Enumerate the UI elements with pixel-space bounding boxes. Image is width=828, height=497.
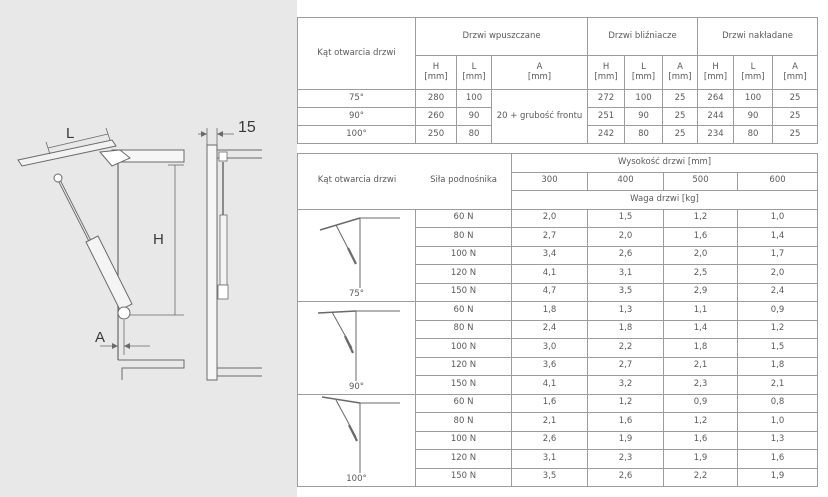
t2-corner bbox=[298, 154, 512, 210]
table-row: 120 N 3,6 2,7 2,1 1,8 bbox=[298, 357, 818, 376]
strut-cylinder-shape bbox=[86, 236, 132, 310]
t1-row-75: 75° 280 100 20 + grubość frontu 272 100 25 264 100 25 bbox=[298, 90, 818, 108]
t1-group-inset: Drzwi wpuszczane bbox=[416, 18, 588, 56]
t1-row-90: 90° 260 90 251 90 25 244 90 25 bbox=[298, 108, 818, 126]
table-row: 75° 60 N 2,0 1,5 1,2 1,0 bbox=[298, 209, 818, 228]
gas-strut-drawing bbox=[0, 0, 297, 497]
t1-col-a: A [mm] bbox=[773, 56, 818, 90]
t2-height-300: 300 bbox=[512, 172, 588, 191]
strut-top-mount bbox=[54, 174, 62, 182]
t1-col-l: L [mm] bbox=[734, 56, 773, 90]
t1-col-a: A [mm] bbox=[492, 56, 588, 90]
table-row: 100 N 2,6 1,9 1,6 1,3 bbox=[298, 431, 818, 450]
t2-angle-100: 100° bbox=[298, 394, 416, 487]
table-row: 100 N 3,4 2,6 2,0 1,7 bbox=[298, 246, 818, 265]
dimensions-table bbox=[297, 17, 818, 144]
thickness-label: 15 bbox=[238, 119, 256, 136]
t1-col-a: A [mm] bbox=[663, 56, 698, 90]
t2-weight-header: Waga drzwi [kg] bbox=[512, 191, 818, 210]
t2-height-header: Wysokość drzwi [mm] bbox=[512, 154, 818, 173]
angle-75-thumbnail bbox=[312, 210, 402, 290]
table-row: 150 N 3,5 2,6 2,2 1,9 bbox=[298, 468, 818, 487]
strut-mount-circle bbox=[118, 307, 130, 319]
cabinet-bottom-line bbox=[118, 360, 184, 380]
l-label: L bbox=[66, 125, 75, 142]
t1-col-h: H [mm] bbox=[416, 56, 457, 90]
specification-tables bbox=[297, 17, 817, 487]
t1-a-inset: 20 + grubość frontu bbox=[492, 90, 588, 144]
t1-group-twin: Drzwi bliźniacze bbox=[588, 18, 698, 56]
table-row: 120 N 4,1 3,1 2,5 2,0 bbox=[298, 265, 818, 284]
t2-height-600: 600 bbox=[738, 172, 818, 191]
t1-col-h: H [mm] bbox=[588, 56, 625, 90]
table-row: 120 N 3,1 2,3 1,9 1,6 bbox=[298, 450, 818, 469]
h-label: H bbox=[153, 231, 164, 248]
t2-angle-90: 90° bbox=[298, 302, 416, 395]
table-row: 150 N 4,7 3,5 2,9 2,4 bbox=[298, 283, 818, 302]
strut-rod-highlight bbox=[58, 178, 92, 245]
t1-col-l: L [mm] bbox=[457, 56, 492, 90]
side-strut-cylinder bbox=[220, 215, 227, 285]
t1-angle-header: Kąt otwarcia drzwi bbox=[298, 18, 416, 90]
t1-group-overlay: Drzwi nakładane bbox=[698, 18, 818, 56]
t2-force-header: Siła podnośnika bbox=[430, 175, 497, 186]
table-row: 150 N 4,1 3,2 2,3 2,1 bbox=[298, 376, 818, 395]
t1-col-l: L [mm] bbox=[625, 56, 663, 90]
table-row: 80 N 2,4 1,8 1,4 1,2 bbox=[298, 320, 818, 339]
t2-height-400: 400 bbox=[588, 172, 664, 191]
table-row: 100° 60 N 1,6 1,2 0,9 0,8 bbox=[298, 394, 818, 413]
a-label: A bbox=[95, 329, 106, 346]
load-table bbox=[297, 153, 818, 487]
angle-90-thumbnail bbox=[312, 303, 402, 383]
t2-angle-75: 75° bbox=[298, 209, 416, 302]
table-row: 100 N 3,0 2,2 1,8 1,5 bbox=[298, 339, 818, 358]
t1-col-h: H [mm] bbox=[698, 56, 734, 90]
table-row: 80 N 2,7 2,0 1,6 1,4 bbox=[298, 228, 818, 247]
table-row: 90° 60 N 1,8 1,3 1,1 0,9 bbox=[298, 302, 818, 321]
installation-diagram bbox=[0, 0, 297, 497]
side-door-shape bbox=[207, 145, 217, 380]
t2-angle-header: Kąt otwarcia drzwi bbox=[317, 175, 397, 186]
angle-100-thumbnail bbox=[312, 395, 402, 475]
t1-row-100: 100° 250 80 242 80 25 234 80 25 bbox=[298, 126, 818, 144]
table-row: 80 N 2,1 1,6 1,2 1,0 bbox=[298, 413, 818, 432]
t2-height-500: 500 bbox=[664, 172, 738, 191]
